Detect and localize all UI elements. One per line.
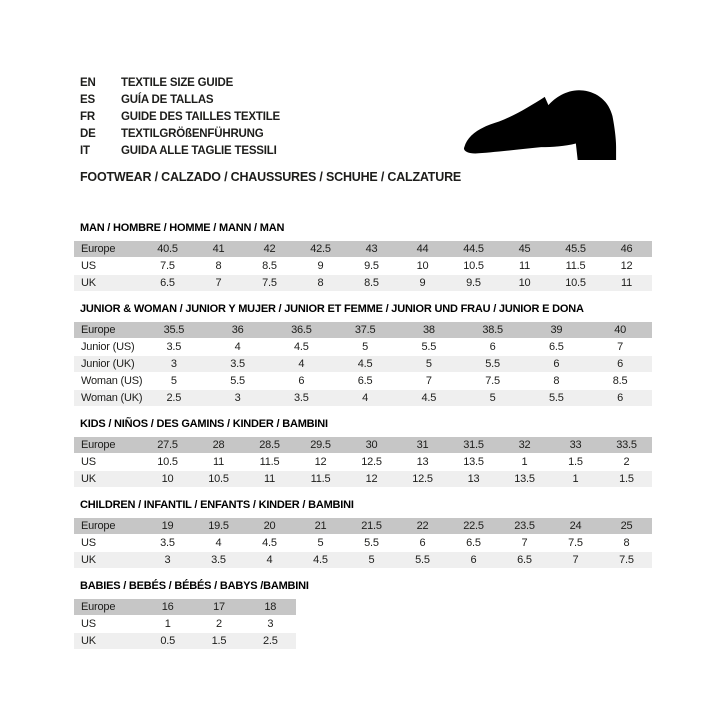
- size-value: 5: [362, 341, 369, 353]
- size-value: 16: [161, 601, 174, 613]
- size-value: 5.5: [415, 554, 430, 566]
- size-value: 6: [419, 537, 426, 549]
- size-value: 4: [266, 554, 273, 566]
- size-value: 23.5: [514, 520, 535, 532]
- size-value: 22.5: [463, 520, 484, 532]
- size-value: 21: [314, 520, 327, 532]
- size-value: 5.5: [549, 392, 564, 404]
- size-table-title: MAN / HOMBRE / HOMME / MANN / MAN: [80, 222, 285, 234]
- row-label: Junior (US): [81, 341, 135, 353]
- language-code: EN: [80, 76, 96, 89]
- row-label: Europe: [81, 243, 116, 255]
- size-value: 3: [267, 618, 274, 630]
- size-value: 6.5: [549, 341, 564, 353]
- size-value: 7: [617, 341, 624, 353]
- size-value: 31: [416, 439, 429, 451]
- size-value: 5.5: [364, 537, 379, 549]
- size-value: 5: [425, 358, 432, 370]
- size-value: 9: [317, 260, 324, 272]
- size-value: 38: [422, 324, 435, 336]
- size-table-title: BABIES / BEBÉS / BÉBÉS / BABYS /BAMBINI: [80, 580, 309, 592]
- language-code: ES: [80, 93, 95, 106]
- language-title: TEXTILE SIZE GUIDE: [121, 76, 234, 89]
- size-value: 10.5: [157, 456, 178, 468]
- size-value: 3: [164, 554, 171, 566]
- size-value: 4.5: [313, 554, 328, 566]
- size-value: 9: [419, 277, 426, 289]
- size-value: 44.5: [463, 243, 484, 255]
- size-value: 40.5: [157, 243, 178, 255]
- size-value: 4: [362, 392, 369, 404]
- size-table-title: JUNIOR & WOMAN / JUNIOR Y MUJER / JUNIOR ET FEMME / JUNIOR UND FRAU / JUNIOR E DONA: [80, 303, 584, 315]
- language-row: [80, 74, 280, 91]
- size-value: 13.5: [514, 473, 535, 485]
- size-value: 12: [620, 260, 633, 272]
- size-value: 7.5: [619, 554, 634, 566]
- size-value: 2: [623, 456, 630, 468]
- size-value: 19: [161, 520, 174, 532]
- size-value: 41: [212, 243, 225, 255]
- language-title: GUIDE DES TAILLES TEXTILE: [121, 110, 280, 123]
- size-value: 7: [521, 537, 528, 549]
- row-label: Europe: [81, 439, 116, 451]
- table-row: [74, 535, 652, 551]
- table-row: [74, 599, 296, 615]
- size-value: 10.5: [208, 473, 229, 485]
- size-value: 28: [212, 439, 225, 451]
- size-value: 6: [617, 358, 624, 370]
- size-value: 5.5: [485, 358, 500, 370]
- size-value: 8: [623, 537, 630, 549]
- size-value: 7.5: [568, 537, 583, 549]
- size-value: 7: [572, 554, 579, 566]
- language-title: TEXTILGRÖßENFÜHRUNG: [121, 127, 264, 140]
- language-row: [80, 125, 280, 142]
- row-label: UK: [81, 554, 96, 566]
- size-value: 20: [263, 520, 276, 532]
- language-code: IT: [80, 144, 90, 157]
- size-value: 11: [620, 277, 633, 289]
- size-value: 22: [416, 520, 429, 532]
- size-value: 3.5: [160, 537, 175, 549]
- table-row: [74, 356, 652, 372]
- size-value: 6.5: [160, 277, 175, 289]
- size-value: 13.5: [463, 456, 484, 468]
- size-value: 45: [518, 243, 531, 255]
- size-table-title: CHILDREN / INFANTIL / ENFANTS / KINDER / BAMBINI: [80, 499, 354, 511]
- size-table: [74, 518, 652, 568]
- table-row: [74, 373, 652, 389]
- size-value: 44: [416, 243, 429, 255]
- size-value: 1: [521, 456, 528, 468]
- size-value: 12: [365, 473, 378, 485]
- row-label: Junior (UK): [81, 358, 135, 370]
- size-value: 10: [518, 277, 531, 289]
- size-value: 11: [263, 473, 276, 485]
- row-label: UK: [81, 277, 96, 289]
- row-label: US: [81, 537, 96, 549]
- table-row: [74, 390, 652, 406]
- size-value: 11.5: [565, 260, 586, 272]
- size-value: 3.5: [230, 358, 245, 370]
- language-title: GUIDA ALLE TAGLIE TESSILI: [121, 144, 277, 157]
- size-table: [74, 322, 652, 406]
- size-value: 4: [215, 537, 222, 549]
- size-value: 46: [620, 243, 633, 255]
- size-value: 7: [215, 277, 222, 289]
- row-label: UK: [81, 635, 96, 647]
- size-value: 17: [213, 601, 225, 613]
- size-value: 6: [298, 375, 305, 387]
- size-value: 1.5: [568, 456, 583, 468]
- size-value: 4.5: [421, 392, 437, 404]
- size-value: 6.5: [517, 554, 532, 566]
- size-value: 29.5: [310, 439, 331, 451]
- size-tables-container: [74, 222, 654, 661]
- table-row: [74, 552, 652, 568]
- row-label: Europe: [81, 324, 116, 336]
- size-value: 11: [212, 456, 225, 468]
- category-title: FOOTWEAR / CALZADO / CHAUSSURES / SCHUHE / CALZATURE: [80, 170, 462, 184]
- size-value: 6: [489, 341, 496, 353]
- size-value: 25: [620, 520, 633, 532]
- size-value: 1.5: [619, 473, 634, 485]
- size-value: 0.5: [160, 635, 176, 647]
- size-table: [74, 599, 296, 649]
- row-label: Woman (US): [81, 375, 143, 387]
- size-value: 7.5: [485, 375, 500, 387]
- size-value: 8: [317, 277, 324, 289]
- size-value: 10.5: [463, 260, 484, 272]
- size-section: [74, 580, 654, 649]
- size-section: [74, 499, 654, 568]
- size-value: 12.5: [361, 456, 382, 468]
- size-table: [74, 437, 652, 487]
- size-value: 39: [550, 324, 563, 336]
- size-value: 31.5: [463, 439, 484, 451]
- size-value: 18: [264, 601, 277, 613]
- language-title-list: [80, 74, 280, 159]
- size-value: 5: [489, 392, 496, 404]
- row-label: Europe: [81, 601, 116, 613]
- size-value: 27.5: [157, 439, 178, 451]
- row-label: Europe: [81, 520, 116, 532]
- size-value: 33.5: [616, 439, 637, 451]
- language-row: [80, 108, 280, 125]
- language-code: FR: [80, 110, 95, 123]
- size-value: 3.5: [294, 392, 309, 404]
- size-value: 5.5: [230, 375, 245, 387]
- size-value: 33: [569, 439, 582, 451]
- size-value: 3: [234, 392, 241, 404]
- table-row: [74, 241, 652, 257]
- size-value: 8.5: [262, 260, 277, 272]
- size-value: 4.5: [294, 341, 309, 353]
- size-value: 1: [164, 618, 171, 630]
- size-value: 13: [467, 473, 480, 485]
- size-value: 7: [425, 375, 432, 387]
- language-row: [80, 91, 280, 108]
- size-value: 4: [298, 358, 305, 370]
- size-value: 19.5: [208, 520, 229, 532]
- table-row: [74, 258, 652, 274]
- size-value: 5: [368, 554, 375, 566]
- size-value: 6: [470, 554, 477, 566]
- size-value: 8: [215, 260, 222, 272]
- size-value: 28.5: [259, 439, 280, 451]
- table-row: [74, 275, 652, 291]
- size-value: 6: [553, 358, 560, 370]
- language-title: GUÍA DE TALLAS: [121, 93, 214, 106]
- size-value: 10: [416, 260, 429, 272]
- size-value: 7.5: [160, 260, 175, 272]
- size-value: 12.5: [412, 473, 433, 485]
- size-value: 6.5: [466, 537, 481, 549]
- size-value: 4.5: [262, 537, 277, 549]
- row-label: US: [81, 456, 96, 468]
- size-value: 24: [569, 520, 582, 532]
- table-row: [74, 616, 296, 632]
- size-value: 6.5: [357, 375, 373, 387]
- size-value: 38.5: [482, 324, 503, 336]
- size-value: 10: [161, 473, 174, 485]
- row-label: Woman (UK): [81, 392, 143, 404]
- size-value: 3: [170, 358, 177, 370]
- row-label: UK: [81, 473, 96, 485]
- size-value: 5: [317, 537, 324, 549]
- language-row: [80, 142, 280, 159]
- size-value: 32: [518, 439, 531, 451]
- row-label: US: [81, 260, 96, 272]
- size-value: 40: [614, 324, 627, 336]
- size-value: 2: [216, 618, 222, 630]
- size-value: 2.5: [262, 635, 278, 647]
- size-value: 8: [553, 375, 560, 387]
- size-value: 2.5: [166, 392, 182, 404]
- size-value: 43: [365, 243, 378, 255]
- size-value: 5.5: [421, 341, 437, 353]
- size-value: 21.5: [361, 520, 382, 532]
- size-value: 12: [314, 456, 327, 468]
- table-row: [74, 322, 652, 338]
- size-table: [74, 241, 652, 291]
- size-value: 13: [416, 456, 429, 468]
- size-value: 10.5: [565, 277, 586, 289]
- size-value: 11.5: [259, 456, 280, 468]
- size-section: [74, 303, 654, 406]
- table-row: [74, 633, 296, 649]
- size-value: 4.5: [357, 358, 373, 370]
- shoe-icon: [452, 74, 654, 170]
- size-section: [74, 418, 654, 487]
- size-value: 11: [518, 260, 531, 272]
- size-section: [74, 222, 654, 291]
- size-value: 37.5: [354, 324, 376, 336]
- table-row: [74, 471, 652, 487]
- size-value: 45.5: [565, 243, 586, 255]
- size-value: 36: [231, 324, 244, 336]
- size-value: 7.5: [262, 277, 277, 289]
- size-value: 42: [263, 243, 276, 255]
- language-code: DE: [80, 127, 96, 140]
- size-value: 30: [365, 439, 378, 451]
- table-row: [74, 518, 652, 534]
- size-value: 36.5: [291, 324, 312, 336]
- size-value: 6: [617, 392, 624, 404]
- size-value: 8.5: [364, 277, 379, 289]
- size-value: 1: [572, 473, 579, 485]
- size-value: 42.5: [310, 243, 331, 255]
- size-value: 9.5: [364, 260, 379, 272]
- table-row: [74, 339, 652, 355]
- row-label: US: [81, 618, 96, 630]
- size-value: 5: [170, 375, 177, 387]
- table-row: [74, 437, 652, 453]
- size-value: 8.5: [612, 375, 628, 387]
- size-value: 9.5: [466, 277, 481, 289]
- size-value: 35.5: [163, 324, 185, 336]
- size-value: 4: [234, 341, 241, 353]
- size-value: 11.5: [310, 473, 331, 485]
- size-value: 3.5: [166, 341, 182, 353]
- size-table-title: KIDS / NIÑOS / DES GAMINS / KINDER / BAMBINI: [80, 418, 328, 430]
- table-row: [74, 454, 652, 470]
- size-value: 1.5: [211, 635, 227, 647]
- size-value: 3.5: [211, 554, 226, 566]
